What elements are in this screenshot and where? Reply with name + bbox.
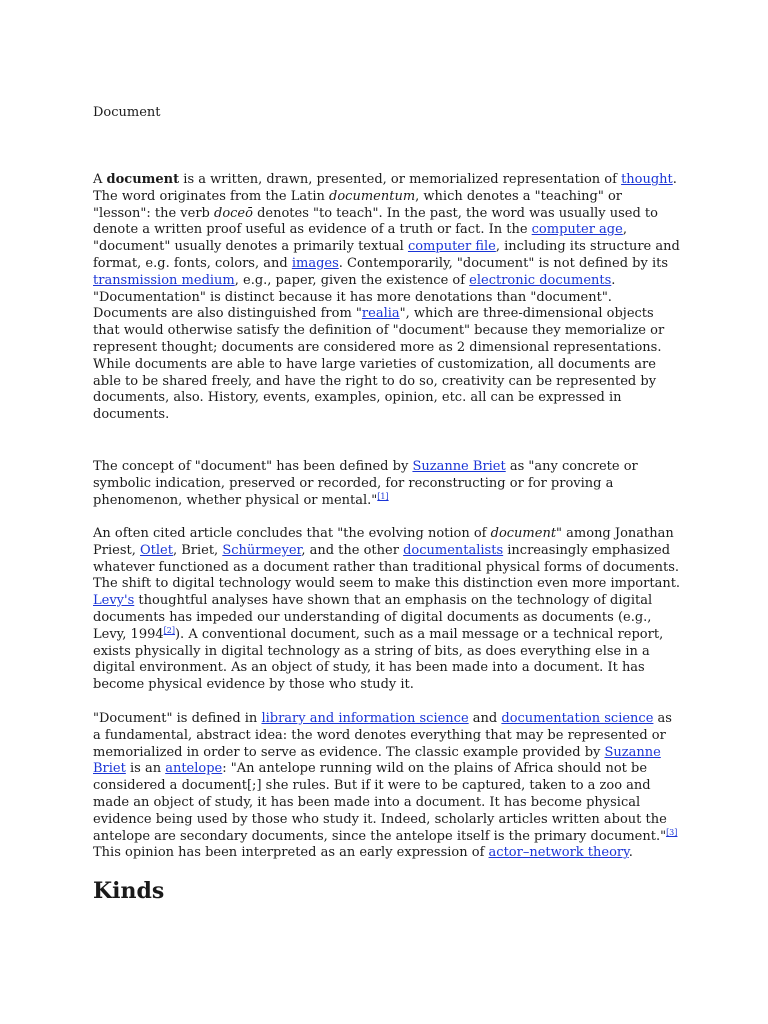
citation bbox=[377, 492, 388, 501]
link-thought[interactable]: thought bbox=[621, 172, 673, 187]
link-computer-file[interactable]: computer file bbox=[407, 239, 496, 255]
text-run: . Contemporarily, "document" is not defined by its bbox=[338, 255, 669, 271]
text-run: ). A conventional document, such as a mail message or a technical report, exists physically in digital technology as a string of bits, as does everything else in a digital environment. As an object of study, it has been made into a document. It has become physical evidence by those who study it. bbox=[93, 626, 664, 693]
text-run: The concept of "document" has been defined by bbox=[93, 459, 413, 474]
page-title: Document bbox=[93, 105, 161, 120]
bold-term: document bbox=[106, 172, 180, 187]
link-electronic-documents[interactable]: electronic documents bbox=[469, 272, 612, 288]
paragraph-lis-definition bbox=[93, 711, 683, 862]
italic-term: documentum bbox=[329, 188, 416, 204]
link-documentation-science[interactable]: documentation science bbox=[501, 711, 654, 726]
link-otlet[interactable]: Otlet bbox=[139, 542, 173, 558]
text-run: , e.g., paper, given the existence of bbox=[234, 272, 470, 288]
link-library-and-information-science[interactable]: library and information science bbox=[261, 711, 469, 726]
citation-link[interactable]: [3] bbox=[666, 827, 678, 837]
citation-link[interactable]: [1] bbox=[377, 491, 389, 501]
link-levy-s[interactable]: Levy's bbox=[93, 593, 135, 609]
citation bbox=[164, 626, 175, 635]
text-run: " among Jonathan Priest, bbox=[93, 526, 674, 558]
text-run: . bbox=[628, 845, 633, 861]
text-run: as "any concrete or symbolic indication, preserved or recorded, for reconstructing or for proving a phenomenon, whether physical or mental." bbox=[93, 459, 638, 508]
link-transmission-medium[interactable]: transmission medium bbox=[93, 272, 235, 288]
link-realia[interactable]: realia bbox=[361, 306, 400, 322]
italic-term: document bbox=[490, 526, 557, 541]
text-run: increasingly emphasized whatever functioned as a document rather than traditional physical forms of documents. The shift to digital technology would seem to make this distinction even more important. bbox=[93, 542, 681, 592]
paragraph-briet-concept bbox=[93, 459, 683, 509]
section-heading-kinds: Kinds bbox=[93, 878, 165, 904]
text-run: thoughtful analyses have shown that an emphasis on the technology of digital documents has impeded our understanding of digital documents as documents (e.g., Levy, 1994 bbox=[93, 593, 653, 642]
text-run: This opinion has been interpreted as an early expression of bbox=[93, 845, 489, 861]
link-computer-age[interactable]: computer age bbox=[531, 222, 623, 238]
link-actor-network-theory[interactable]: actor–network theory bbox=[488, 845, 629, 861]
text-run: A bbox=[93, 172, 107, 187]
citation bbox=[666, 828, 677, 837]
text-run: "Document" is defined in bbox=[93, 711, 262, 726]
text-run: ", which are three-dimensional objects that would otherwise satisfy the definition of "document" because they memorialize or represent thought; documents are considered more as 2 dimensional representations. While documents are able to have large varieties of customization, all documents are able to be shared freely, and have the right to do so, creativity can be represented by documents, also. History, events, examples, opinion, etc. all can be expressed in documents. bbox=[93, 306, 665, 423]
text-run: An often cited article concludes that "the evolving notion of bbox=[93, 526, 491, 541]
text-run: as a fundamental, abstract idea: the word denotes everything that may be represented or memorialized in order to serve as evidence. The classic example provided by bbox=[93, 711, 672, 760]
link-images[interactable]: images bbox=[291, 255, 339, 271]
text-run: denotes "to teach". In the past, the word was usually used to denote a written proof useful as evidence of a truth or fact. In the bbox=[93, 205, 658, 238]
citation-link[interactable]: [2] bbox=[163, 625, 175, 635]
text-run: : "An antelope running wild on the plains of Africa should not be considered a document[;] she rules. But if it were to be captured, taken to a zoo and made an object of study, it has been made into a document. It has become physical evidence being used by those who study it. Indeed, scholarly articles written about the antelope are secondary documents, since the antelope itself is the primary document." bbox=[93, 761, 667, 844]
link-suzanne-briet[interactable]: Suzanne Briet bbox=[93, 744, 661, 777]
text-run: is a written, drawn, presented, or memorialized representation of bbox=[179, 172, 622, 187]
italic-term: doceō bbox=[214, 205, 253, 221]
link-sch-rmeyer[interactable]: Schürmeyer bbox=[222, 542, 302, 558]
text-run: . The word originates from the Latin bbox=[93, 172, 677, 204]
text-run: , "document" usually denotes a primarily textual bbox=[93, 222, 627, 255]
text-run: , which denotes a "teaching" or "lesson": the verb bbox=[93, 188, 622, 221]
link-antelope[interactable]: antelope bbox=[165, 761, 223, 777]
paragraph-cited-article bbox=[93, 526, 683, 694]
text-run: is an bbox=[125, 761, 166, 777]
link-documentalists[interactable]: documentalists bbox=[403, 542, 504, 558]
text-run: , Briet, bbox=[172, 542, 223, 558]
text-run: . "Documentation" is distinct because it has more denotations than "document". Documents are also distinguished from " bbox=[93, 272, 616, 322]
link-suzanne-briet[interactable]: Suzanne Briet bbox=[412, 459, 506, 474]
text-run: , including its structure and format, e.g. fonts, colors, and bbox=[93, 239, 680, 271]
text-run: , and the other bbox=[301, 542, 404, 558]
paragraph-definition bbox=[93, 172, 683, 424]
text-run: and bbox=[468, 711, 502, 726]
